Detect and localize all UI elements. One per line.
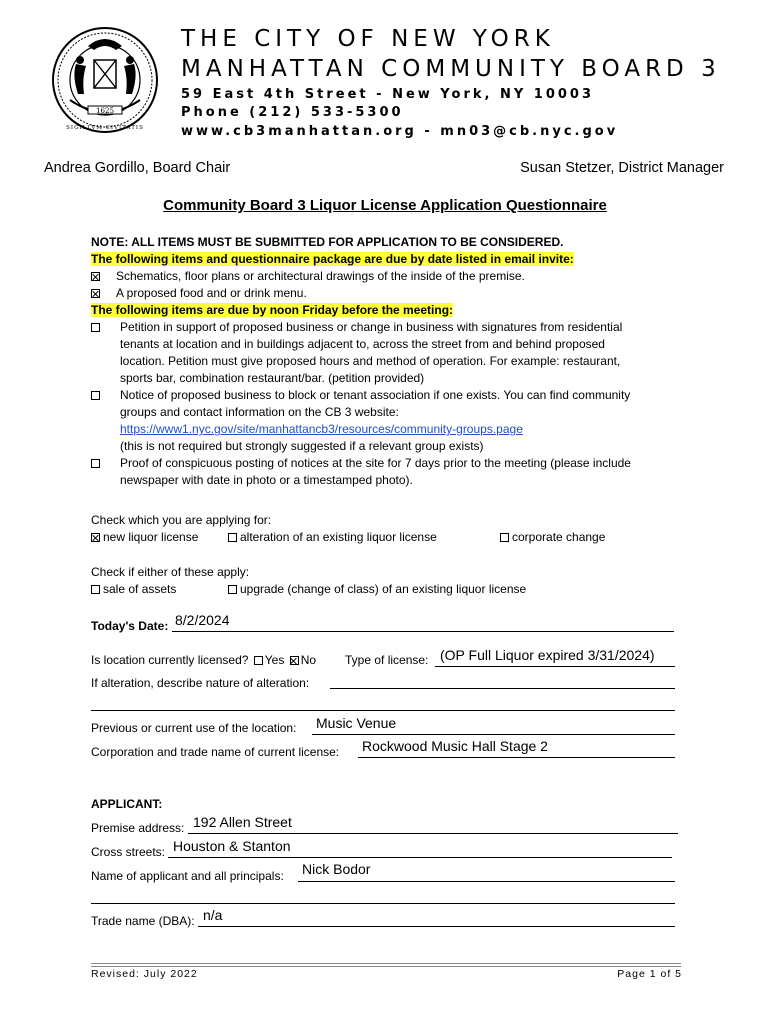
notice-checkbox-row[interactable]: [91, 387, 104, 404]
applicant-name-line-2[interactable]: [91, 903, 675, 904]
friday-items-header: The following items are due by noon Friday before the meeting:: [91, 303, 454, 317]
header-title-line1: THE CITY OF NEW YORK: [181, 26, 555, 52]
applicant-heading: APPLICANT:: [91, 797, 163, 811]
license-type-label: Type of license:: [345, 653, 429, 667]
cross-streets-line: [168, 857, 672, 858]
option-corporate-change[interactable]: corporate change: [500, 529, 605, 546]
premise-address-label: Premise address:: [91, 821, 185, 835]
option-sale-of-assets[interactable]: sale of assets: [91, 581, 176, 598]
menu-checkbox[interactable]: [91, 289, 100, 298]
board-chair: Andrea Gordillo, Board Chair: [44, 160, 231, 176]
header-address: 59 East 4th Street - New York, NY 10003: [181, 87, 595, 102]
petition-text: Petition in support of proposed business or change in business with signatures from residential tenants at location and in buildings adjacent to, across the street from and behind proposed location. Petition must give proposed hours and method of operation. For example: restaurant, sports bar, combination restaurant/bar. (petition provided): [120, 320, 623, 385]
trade-name-line: [198, 926, 675, 927]
option-new-liquor-license[interactable]: new liquor license: [91, 529, 198, 546]
trade-name-label: Trade name (DBA):: [91, 914, 195, 928]
checklist-item-schematics[interactable]: Schematics, floor plans or architectural drawings of the inside of the premise.: [91, 268, 525, 285]
cross-streets-field[interactable]: Houston & Stanton: [173, 838, 291, 854]
license-type-field[interactable]: (OP Full Liquor expired 3/31/2024): [440, 647, 655, 663]
todays-date-field[interactable]: 8/2/2024: [175, 612, 230, 628]
corporate-change-checkbox[interactable]: [500, 533, 509, 542]
district-manager: Susan Stetzer, District Manager: [520, 160, 724, 176]
proof-text: Proof of conspicuous posting of notices at the site for 7 days prior to the meeting (please include newspaper with date in photo or a timestamped photo).: [120, 456, 631, 487]
alteration-line-1[interactable]: [330, 688, 675, 689]
option-upgrade[interactable]: upgrade (change of class) of an existing liquor license: [228, 581, 526, 598]
footer-rule-2: [91, 966, 681, 967]
header-web: www.cb3manhattan.org - mn03@cb.nyc.gov: [181, 124, 619, 139]
todays-date-line: [172, 631, 674, 632]
applicant-name-field[interactable]: Nick Bodor: [302, 861, 371, 877]
schematics-checkbox[interactable]: [91, 272, 100, 281]
checklist-item-menu[interactable]: A proposed food and or drink menu.: [91, 285, 307, 302]
previous-use-label: Previous or current use of the location:: [91, 721, 297, 735]
upgrade-checkbox[interactable]: [228, 585, 237, 594]
option-alteration[interactable]: alteration of an existing liquor license: [228, 529, 437, 546]
premise-address-field[interactable]: 192 Allen Street: [193, 814, 292, 830]
community-groups-link[interactable]: https://www1.nyc.gov/site/manhattancb3/resources/community-groups.page: [120, 422, 523, 436]
previous-use-field[interactable]: Music Venue: [316, 715, 397, 731]
applicant-name-label: Name of applicant and all principals:: [91, 869, 284, 883]
alteration-line-2[interactable]: [91, 710, 675, 711]
submission-note: NOTE: ALL ITEMS MUST BE SUBMITTED FOR APPLICATION TO BE CONSIDERED.: [91, 235, 564, 249]
new-liquor-license-checkbox[interactable]: [91, 533, 100, 542]
alteration-label: If alteration, describe nature of alteration:: [91, 676, 310, 690]
previous-use-line: [312, 734, 675, 735]
licensed-yes-checkbox[interactable]: [254, 656, 263, 665]
notice-text: Notice of proposed business to block or tenant association if one exists. You can find community groups and contact information on the CB 3 website: https://www1.nyc.gov/site/manhattancb3/resources/community-groups.page (this is not required but strongly suggested if a relevant group exists): [120, 388, 631, 453]
header-phone: Phone (212) 533-5300: [181, 105, 404, 120]
sale-of-assets-checkbox[interactable]: [91, 585, 100, 594]
alteration-checkbox[interactable]: [228, 533, 237, 542]
corporation-label: Corporation and trade name of current license:: [91, 745, 340, 759]
petition-checkbox-row[interactable]: [91, 319, 104, 336]
svg-text:SIGILLVM CIVITATIS: SIGILLVM CIVITATIS: [66, 125, 144, 131]
trade-name-field[interactable]: n/a: [203, 907, 223, 923]
either-apply-label: Check if either of these apply:: [91, 565, 250, 579]
city-seal-logo: [50, 24, 160, 144]
petition-checkbox[interactable]: [91, 323, 100, 332]
proof-checkbox-row[interactable]: [91, 455, 104, 472]
notice-checkbox[interactable]: [91, 391, 100, 400]
footer-rule: [91, 963, 681, 964]
licensed-no-checkbox[interactable]: [290, 656, 299, 665]
applying-for-label: Check which you are applying for:: [91, 513, 272, 527]
header-title-line2: MANHATTAN COMMUNITY BOARD 3: [181, 56, 721, 82]
todays-date-label: Today's Date:: [91, 619, 169, 633]
revised-date: Revised: July 2022: [91, 968, 198, 980]
page-number: Page 1 of 5: [617, 968, 682, 980]
seal-year: 1625: [96, 107, 114, 115]
corporation-line: [358, 757, 675, 758]
proof-checkbox[interactable]: [91, 459, 100, 468]
premise-address-line: [188, 833, 678, 834]
document-title: Community Board 3 Liquor License Application Questionnaire: [163, 197, 607, 214]
licensed-question: Is location currently licensed? Yes No: [91, 653, 317, 667]
cross-streets-label: Cross streets:: [91, 845, 166, 859]
corporation-field[interactable]: Rockwood Music Hall Stage 2: [362, 738, 548, 754]
applicant-name-line: [298, 881, 675, 882]
email-items-header: The following items and questionnaire package are due by date listed in email invite:: [91, 252, 574, 266]
license-type-line: [435, 666, 675, 667]
